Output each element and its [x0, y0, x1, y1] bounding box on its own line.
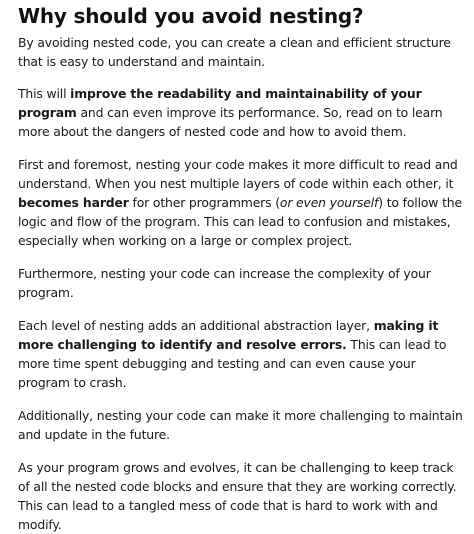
paragraph-readability [18, 84, 466, 141]
paragraph-text: This will [18, 86, 71, 101]
paragraph-complexity: Furthermore, nesting your code can increase the complexity of your program. [18, 266, 431, 300]
paragraph-maintain: Additionally, nesting your code can make it more challenging to maintain and update in the future. [18, 408, 463, 442]
paragraph-intro: By avoiding nested code, you can create a clean and efficient structure that is easy to understand and maintain. [18, 35, 451, 69]
paragraph-text: for other programmers ( [128, 195, 280, 210]
paragraph-first-and-foremost [18, 155, 466, 250]
bold-text: making it more challenging to identify and resolve errors. [18, 318, 439, 352]
paragraph-abstraction [18, 316, 466, 392]
italic-text: or even yourself [279, 195, 379, 210]
paragraph-text: ) to follow the logic and flow of the program. This can lead to confusion and mistakes, especially when working on a large or complex project. [18, 195, 462, 248]
paragraph-text: and can even improve its performance. So, read on to learn more about the dangers of nested code and how to avoid them. [18, 105, 443, 139]
paragraph-text: This can lead to more time spent debugging and testing and can even cause your program to crash. [18, 337, 447, 390]
paragraph-text: Each level of nesting adds an additional abstraction layer, [18, 318, 374, 333]
bold-text: becomes harder [18, 195, 129, 210]
article-title: Why should you avoid nesting? [18, 4, 364, 28]
paragraph-text: First and foremost, nesting your code makes it more difficult to read and understand. When you nest multiple layers of code within each other, it [18, 157, 458, 191]
paragraph-grows: As your program grows and evolves, it can be challenging to keep track of all the nested code blocks and ensure that they are working correctly. This can lead to a tangled mess of code that is hard to work with and modify. [18, 460, 457, 532]
bold-text: improve the readability and maintainability of your program [18, 86, 422, 120]
